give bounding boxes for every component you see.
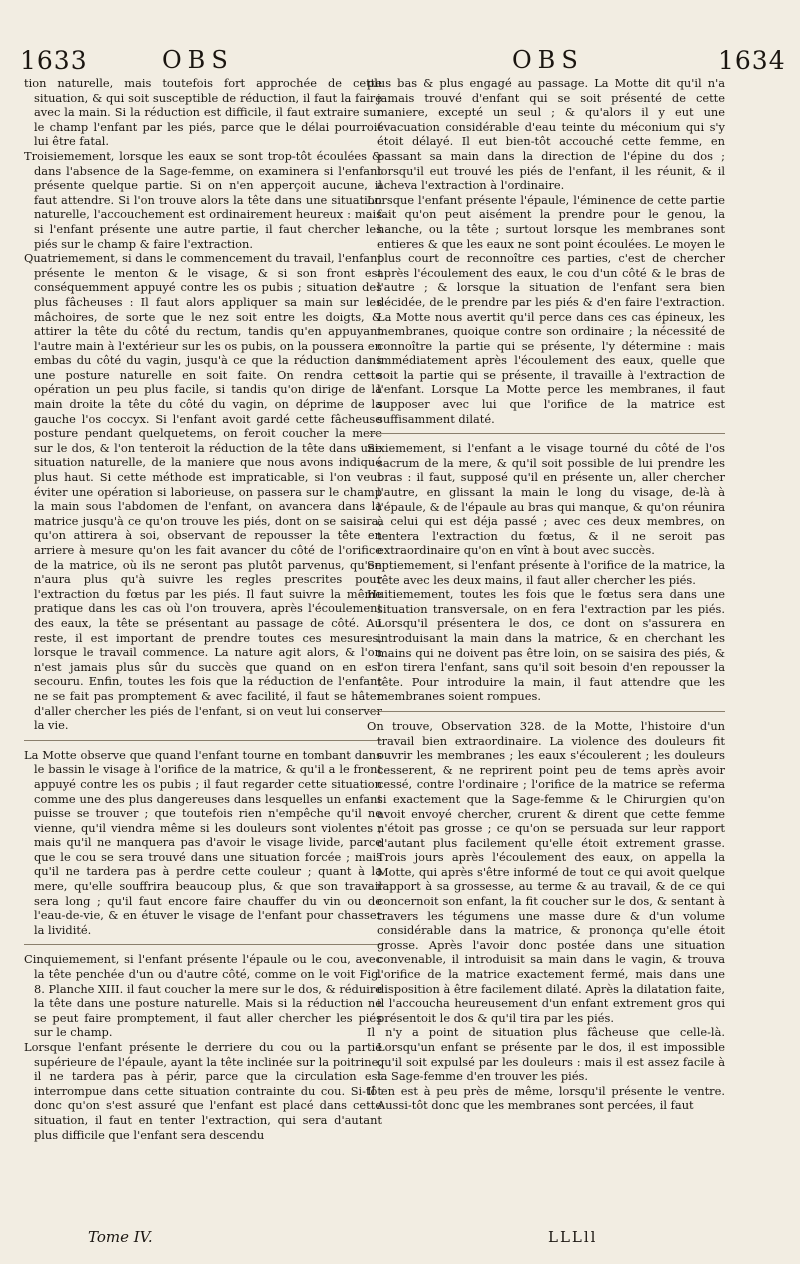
paragraph: Troisiemement, lorsque les eaux se sont trop-tôt écoulées & dans l'absence de la Sage-femme, on examinera si l'enfant présente quelque partie. Si on n'en apperçoit aucune, il faut attendre. Si l'on trouve alors la tête dans une situation naturelle, l'accouchement est ordinairement heureux : mais si l'enfant présente une autre partie, il faut chercher les piés sur le champ & faire l'extraction.: [24, 148, 382, 251]
right-running-title: OBS: [512, 46, 584, 74]
signature-mark: LLLll: [548, 1228, 598, 1246]
paragraph: Septiemement, si l'enfant présente à l'orifice de la matrice, la tête avec les deux mains, il faut aller chercher les piés.: [367, 558, 725, 587]
paragraph: Cinquiemement, si l'enfant présente l'épaule ou le cou, avec la tête penchée d'un ou d'autre côté, comme on le voit Fig. 8. Planche XIII. il faut coucher la mere sur le dos, & réduire la tête dans une posture naturelle. Mais si la réduction ne se peut faire promptement, il faut aller chercher les piés sur le champ.: [24, 952, 382, 1040]
paragraph: Lorsque l'enfant présente l'épaule, l'éminence de cette partie fait qu'on peut aisément la prendre pour le genou, la hanche, ou la tête ; surtout lorsque les membranes sont entieres & que les eaux ne sont point écoulées. Le moyen le plus court de reconnoître ces parties, c'est de chercher après l'écoulement des eaux, le cou d'un côté & le bras de l'autre ; & lorsque la situation de l'enfant sera bien décidée, de le prendre par les piés & d'en faire l'extraction. La Motte nous avertit qu'il perce dans ces cas épineux, les membranes, quoique contre son ordinaire ; la nécessité de connoître la partie qui se présente, l'y détermine : mais immédiatement après l'écoulement des eaux, quelle que soit la partie qui se présente, il travaille à l'extraction de l'enfant. Lorsque La Motte perce les membranes, il faut supposer avec lui que l'orifice de la matrice est suffisamment dilaté.: [367, 192, 725, 426]
section-divider: [24, 944, 382, 945]
right-page-number: 1634: [718, 46, 786, 75]
section-divider: [24, 740, 382, 741]
paragraph: Il n'y a point de situation plus fâcheuse que celle-là. Lorsqu'un enfant se présente par le dos, il est impossible qu'il soit expulsé par les douleurs : mais il est assez facile à la Sage-femme d'en trouver les piés.: [367, 1025, 725, 1084]
paragraph: plus bas & plus engagé au passage. La Motte dit qu'il n'a jamais trouvé d'enfant qui se soit présenté de cette maniere, excepté un seul ; & qu'alors il y eut une évacuation considérable d'eau teinte du méconium qui s'y étoit délayé. Il eut bien-tôt accouché cette femme, en passant sa main dans la direction de l'épine du dos ; lorsqu'il eut trouvé les piés de l'enfant, il les réunit, & il acheva l'extraction à l'ordinaire.: [367, 76, 725, 193]
section-divider: [367, 711, 725, 712]
paragraph: tion naturelle, mais toutefois fort approchée de cette situation, & qui soit susceptible de réduction, il faut la faire avec la main. Si la réduction est difficile, il faut extraire sur le champ l'enfant par les piés, parce que le délai pourroit lui être fatal.: [24, 76, 382, 149]
right-column: [367, 76, 725, 1113]
paragraph: Huitiemement, toutes les fois que le fœtus sera dans une situation transversale, on en fera l'extraction par les piés. Lorsqu'il présentera le dos, ce dont on s'assurera en introduisant la main dans la matrice, & en cherchant les mains qui ne doivent pas être loin, on se saisira des piés, & l'on tirera l'enfant, sans qu'il soit besoin d'en repousser la tête. Pour introduire la main, il faut attendre que les membranes soient rompues.: [367, 587, 725, 704]
paragraph: Il en est à peu près de même, lorsqu'il présente le ventre. Aussi-tôt donc que les membranes sont percées, il faut: [367, 1083, 725, 1113]
paragraph: La Motte observe que quand l'enfant tourne en tombant dans le bassin le visage à l'orifice de la matrice, & qu'il a le front appuyé contre les os pubis ; il faut regarder cette situation comme une des plus dangereuses dans lesquelles un enfant puisse se trouver ; que toutefois rien n'empêche qu'il ne vienne, qu'il viendra même si les douleurs sont violentes ; mais qu'il ne manquera pas d'avoir le visage livide, parce que le cou se sera trouvé dans une situation forcée ; mais qu'il ne tardera pas à perdre cette couleur ; quant à la mere, qu'elle souffrira beaucoup plus, & que son travail sera long ; qu'il faut encore faire chauffer du vin ou de l'eau-de-vie, & en étuver le visage de l'enfant pour chasser la lividité.: [24, 747, 382, 937]
paragraph: Sixiemement, si l'enfant a le visage tourné du côté de l'os sacrum de la mere, & qu'il soit possible de lui prendre les bras : il faut, supposé qu'il en présente un, aller chercher l'autre, en glissant la main le long du visage, de-là à l'épaule, & de l'épaule au bras qui manque, & qu'on réunira à celui qui est déja passé ; avec ces deux membres, on tentera l'extraction du fœtus, & il ne seroit pas extraordinaire qu'on en vînt à bout avec succès.: [367, 441, 725, 558]
paragraph: Quatriemement, si dans le commencement du travail, l'enfant présente le menton & le visage, & si son front est conséquemment appuyé contre les os pubis ; situation des plus fâcheuses : Il faut alors appliquer sa main sur les mâchoires, de sorte que le nez soit entre les doigts, & attirer la tête du côté du rectum, tandis qu'en appuyant l'autre main à l'extérieur sur les os pubis, on la poussera en embas du côté du vagin, jusqu'à ce que la réduction dans une posture naturelle en soit faite. On rendra cette opération un peu plus facile, si tandis qu'on dirige de la main droite la tête du côté du vagin, on déprime de la gauche l'os coccyx. Si l'enfant avoit gardé cette fâcheuse posture pendant quelquetems, on feroit coucher la mere sur le dos, & l'on tenteroit la réduction de la tête dans une situation naturelle, de la maniere que nous avons indiqué plus haut. Si cette méthode est impraticable, si l'on veut éviter une opération si laborieuse, on passera sur le champ la main sous l'abdomen de l'enfant, on avancera dans la matrice jusqu'à ce qu'on trouve les piés, dont on se saisira, qu'on attirera à soi, observant de repousser la tête en arriere à mesure qu'on les fait avancer du côté de l'orifice de la matrice, où ils ne seront pas plutôt parvenus, qu'on n'aura plus qu'à suivre les regles prescrites pour l'extraction du fœtus par les piés. Il faut suivre la même pratique dans les cas où l'on trouvera, après l'écoulement des eaux, la tête se présentant au passage de côté. Au reste, il est important de prendre toutes ces mesures, lorsque le travail commence. La nature agit alors, & l'on n'est jamais plus sûr du succès que quand on en est secouru. Enfin, toutes les fois que la réduction de l'enfant ne se fait pas promptement & avec facilité, il faut se hâter d'aller chercher les piés de l'enfant, si on veut lui conserver la vie.: [24, 251, 382, 733]
paragraph: Lorsque l'enfant présente le derriere du cou ou la partie supérieure de l'épaule, ayant la tête inclinée sur la poitrine, il ne tardera pas à périr, parce que la circulation est interrompue dans cette situation contrainte du cou. Si-tôt donc qu'on s'est assuré que l'enfant est placé dans cette situation, il faut en tenter l'extraction, qui sera d'autant plus difficile que l'enfant sera descendu: [24, 1040, 382, 1142]
volume-footer: Tome IV.: [88, 1228, 153, 1246]
section-divider: [367, 433, 725, 434]
left-column: [24, 76, 382, 1142]
left-running-title: OBS: [162, 46, 234, 74]
paragraph: On trouve, Observation 328. de la Motte, l'histoire d'un travail bien extraordinaire. La violence des douleurs fit ouvrir les membranes ; les eaux s'écoulerent ; les douleurs cesserent, & ne reprirent point peu de tems après avoir cessé, contre l'ordinaire ; l'orifice de la matrice se referma si exactement que la Sage-femme & le Chirurgien qu'on avoit envoyé chercher, crurent & dirent que cette femme n'étoit pas grosse ; ce qu'on se persuada sur leur rapport d'autant plus facilement qu'elle étoit extrement grasse. Trois jours après l'écoulement des eaux, on appella la Motte, qui après s'être informé de tout ce qui avoit quelque rapport à sa grossesse, au terme & au travail, & de ce qui concernoit son enfant, la fit coucher sur le dos, & sentant à travers les tégumens une masse dure & d'un volume considérable dans la matrice, & prononça qu'elle étoit grosse. Après l'avoir donc postée dans une situation convenable, il introduisit sa main dans le vagin, & trouva l'orifice de la matrice exactement fermé, mais dans une disposition à être facilement dilaté. Après la dilatation faite, il l'accoucha heureusement d'un enfant extrement gros qui présentoit le dos & qu'il tira par les piés.: [367, 718, 725, 1025]
left-page-number: 1633: [20, 46, 88, 75]
